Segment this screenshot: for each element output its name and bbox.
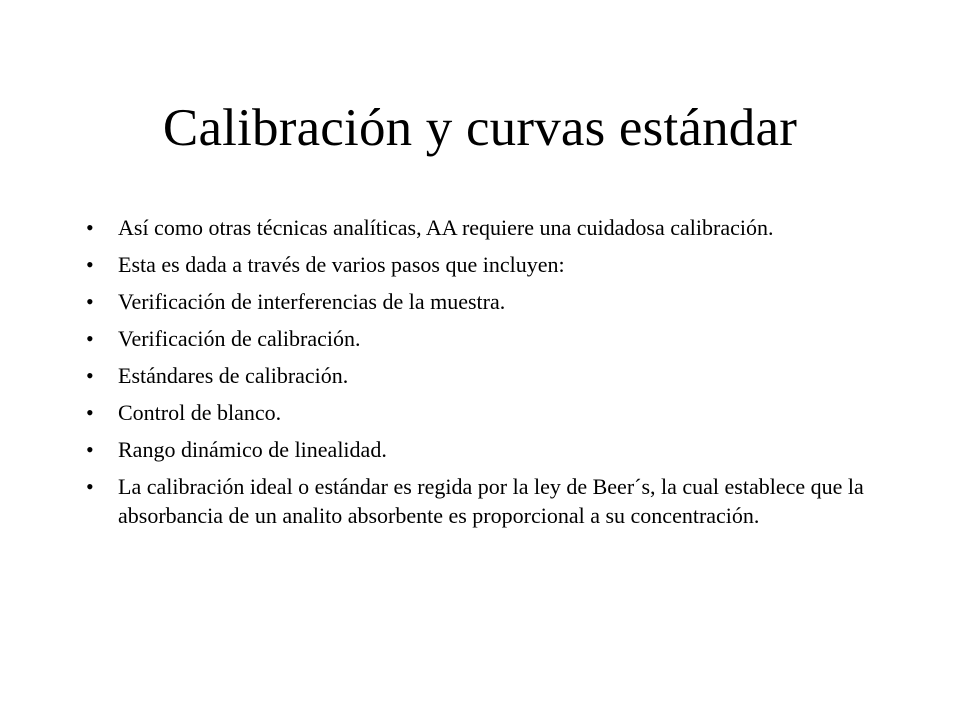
bullet-icon: • xyxy=(86,215,94,240)
bullet-text: Verificación de interferencias de la muestra. xyxy=(118,289,506,314)
bullet-icon: • xyxy=(86,289,94,314)
bullet-item-4 xyxy=(72,324,892,353)
bullet-text: Esta es dada a través de varios pasos que incluyen: xyxy=(118,252,565,277)
bullet-icon: • xyxy=(86,400,94,425)
bullet-icon: • xyxy=(86,474,94,499)
bullet-icon: • xyxy=(86,363,94,388)
bullet-icon: • xyxy=(86,326,94,351)
bullet-item-1 xyxy=(72,213,892,242)
bullet-item-7 xyxy=(72,435,892,464)
bullet-item-6 xyxy=(72,398,892,427)
bullet-item-2 xyxy=(72,250,892,279)
bullet-item-5 xyxy=(72,361,892,390)
bullet-text: La calibración ideal o estándar es regida por la ley de Beer´s, la cual establece que la absorbancia de un analito absorbente es proporcional a su concentración. xyxy=(118,474,864,528)
bullet-list xyxy=(72,213,892,538)
bullet-text: Estándares de calibración. xyxy=(118,363,349,388)
bullet-text: Control de blanco. xyxy=(118,400,282,425)
bullet-icon: • xyxy=(86,437,94,462)
bullet-text: Rango dinámico de linealidad. xyxy=(118,437,387,462)
bullet-icon: • xyxy=(86,252,94,277)
bullet-text: Así como otras técnicas analíticas, AA requiere una cuidadosa calibración. xyxy=(118,215,774,240)
bullet-text: Verificación de calibración. xyxy=(118,326,361,351)
bullet-item-8 xyxy=(72,472,892,530)
slide-title: Calibración y curvas estándar xyxy=(162,99,798,157)
bullet-item-3 xyxy=(72,287,892,316)
